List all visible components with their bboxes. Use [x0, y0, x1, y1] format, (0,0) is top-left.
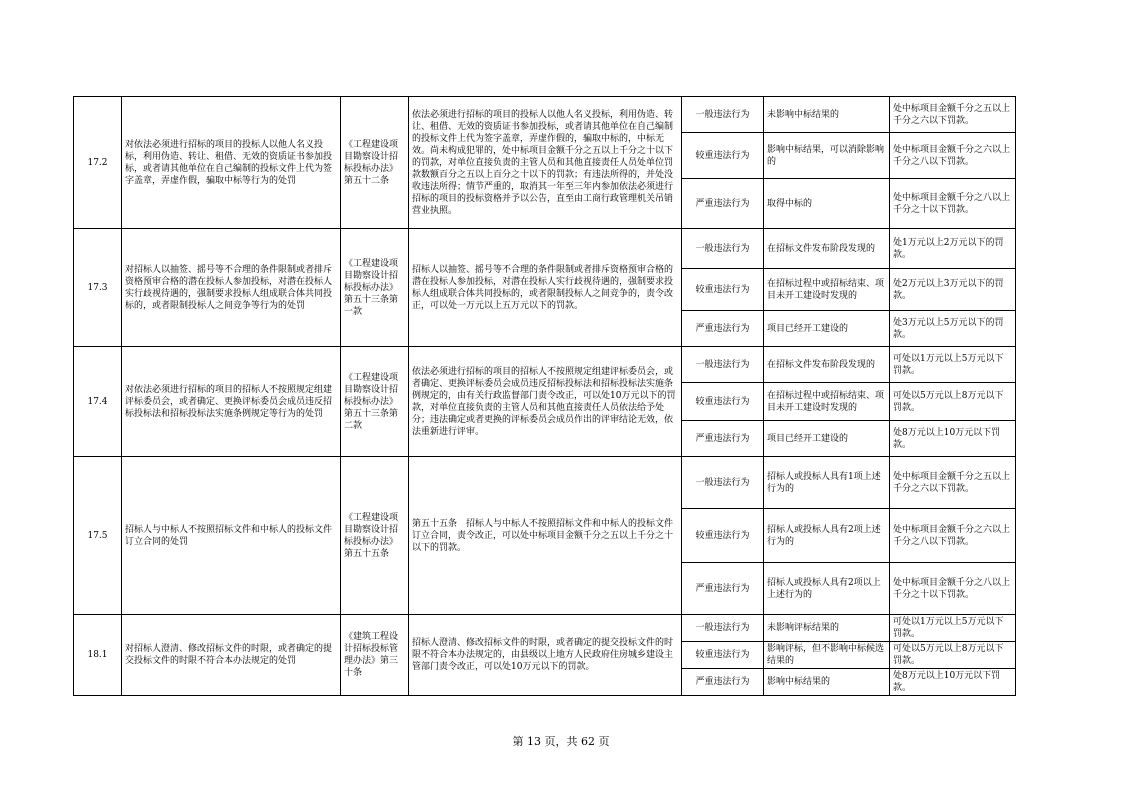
- violation-description: 对招标人澄清、修改招标文件的时限，或者确定的提交投标文件的时限不符合本办法规定的处罚: [122, 615, 341, 696]
- penalty-standard: 处中标项目金额千分之六以上千分之八以下罚款。: [890, 509, 1016, 563]
- penalty-standard: 可处以1万元以上5万元以下罚款。: [890, 615, 1016, 642]
- legal-basis: 《建筑工程设计招标投标管理办法》第三十条: [341, 615, 409, 696]
- penalty-standard: 处2万元以上3万元以下的罚款。: [890, 269, 1016, 311]
- penalty-standard: 可处以1万元以上5万元以下罚款。: [890, 347, 1016, 383]
- violation-level: 较重违法行为: [682, 269, 764, 311]
- table-row: [74, 97, 1016, 133]
- violation-description: 对依法必须进行招标的项目的招标人不按照规定组建评标委员会，或者确定、更换评标委员会成员违反招标投标法和招标投标法实施条例规定等行为的处罚: [122, 347, 341, 457]
- penalty-content: 依法必须进行招标的项目的投标人以他人名义投标，利用伪造、转让、租借、无效的资质证书参加投标，或者请其他单位在自己编制的投标文件上代为签字盖章，弄虚作假的，骗取中标的，中标无效。尚未构成犯罪的，处中标项目金额千分之五以上千分之十以下的罚款，对单位直接负责的主管人员和其他直接责任人员处单位罚款数额百分之五以上百分之十以下的罚款；有违法所得的，并处没收违法所得；情节严重的，取消其一年至三年内参加依法必须进行招标的项目的投标资格并予以公告，直至由工商行政管理机关吊销营业执照。: [409, 97, 682, 229]
- circumstance: 未影响评标结果的: [764, 615, 890, 642]
- penalty-standard: 处1万元以上2万元以下的罚款。: [890, 229, 1016, 269]
- table-row: [74, 615, 1016, 642]
- violation-level: 较重违法行为: [682, 642, 764, 669]
- violation-level: 严重违法行为: [682, 563, 764, 615]
- violation-level: 一般违法行为: [682, 229, 764, 269]
- penalty-standard: 处中标项目金额千分之五以上千分之六以下罚款。: [890, 457, 1016, 509]
- legal-basis: 《工程建设项目勘察设计招标投标办法》第五十二条: [341, 97, 409, 229]
- circumstance: 在招标文件发布阶段发现的: [764, 347, 890, 383]
- circumstance: 项目已经开工建设的: [764, 421, 890, 457]
- circumstance: 招标人或投标人具有2项以上上述行为的: [764, 563, 890, 615]
- penalty-standard: 可处以5万元以上8万元以下罚款。: [890, 642, 1016, 669]
- penalty-standard: 处中标项目金额千分之六以上千分之八以下罚款。: [890, 133, 1016, 179]
- circumstance: 项目已经开工建设的: [764, 311, 890, 347]
- penalty-standard: 处中标项目金额千分之五以上千分之六以下罚款。: [890, 97, 1016, 133]
- item-number: 17.3: [74, 229, 122, 347]
- penalty-content: 招标人澄清、修改招标文件的时限，或者确定的提交投标文件的时限不符合本办法规定的，由县级以上地方人民政府住房城乡建设主管部门责令改正，可以处10万元以下的罚款。: [409, 615, 682, 696]
- penalty-standard: 处3万元以上5万元以下的罚款。: [890, 311, 1016, 347]
- circumstance: 在招标过程中或招标结束、项目未开工建设时发现的: [764, 269, 890, 311]
- circumstance: 招标人或投标人具有2项上述行为的: [764, 509, 890, 563]
- circumstance: 影响评标，但不影响中标候选结果的: [764, 642, 890, 669]
- violation-level: 较重违法行为: [682, 383, 764, 421]
- violation-level: 一般违法行为: [682, 97, 764, 133]
- circumstance: 招标人或投标人具有1项上述行为的: [764, 457, 890, 509]
- circumstance: 取得中标的: [764, 179, 890, 229]
- table-row: [74, 229, 1016, 269]
- penalty-standards-table: [73, 96, 1016, 696]
- violation-description: 招标人与中标人不按照招标文件和中标人的投标文件订立合同的处罚: [122, 457, 341, 615]
- violation-description: 对招标人以抽签、摇号等不合理的条件限制或者排斥资格预审合格的潜在投标人参加投标，对潜在投标人实行歧视待遇的，强制要求投标人组成联合体共同投标的，或者限制投标人之间竞争等行为的处罚: [122, 229, 341, 347]
- circumstance: 未影响中标结果的: [764, 97, 890, 133]
- circumstance: 在招标过程中或招标结束、项目未开工建设时发现的: [764, 383, 890, 421]
- circumstance: 在招标文件发布阶段发现的: [764, 229, 890, 269]
- table-row: [74, 457, 1016, 509]
- penalty-content: 招标人以抽签、摇号等不合理的条件限制或者排斥资格预审合格的潜在投标人参加投标，对潜在投标人实行歧视待遇的，强制要求投标人组成联合体共同投标的，或者限制投标人之间竞争的，责令改正，可以处一万元以上五万元以下的罚款。: [409, 229, 682, 347]
- circumstance: 影响中标结果的: [764, 669, 890, 696]
- violation-level: 严重违法行为: [682, 311, 764, 347]
- penalty-standard: 处8万元以上10万元以下罚款。: [890, 669, 1016, 696]
- legal-basis: 《工程建设项目勘察设计招标投标办法》第五十五条: [341, 457, 409, 615]
- violation-level: 较重违法行为: [682, 509, 764, 563]
- penalty-standard: 处中标项目金额千分之八以上千分之十以下罚款。: [890, 179, 1016, 229]
- page-footer: 第 13 页，共 62 页: [512, 735, 610, 748]
- violation-level: 较重违法行为: [682, 133, 764, 179]
- violation-level: 严重违法行为: [682, 669, 764, 696]
- violation-description: 对依法必须进行招标的项目的投标人以他人名义投标，利用伪造、转让、租借、无效的资质证书参加投标，或者请其他单位在自己编制的投标文件上代为签字盖章，弄虚作假，骗取中标等行为的处罚: [122, 97, 341, 229]
- penalty-content: 依法必须进行招标的项目的招标人不按照规定组建评标委员会，或者确定、更换评标委员会成员违反招标投标法和招标投标法实施条例规定的，由有关行政监督部门责令改正，可以处10万元以下的罚款，对单位直接负责的主管人员和其他直接责任人员依法给予处分；违法确定或者更换的评标委员会成员作出的评审结论无效，依法重新进行评审。: [409, 347, 682, 457]
- penalty-content: 第五十五条 招标人与中标人不按照招标文件和中标人的投标文件订立合同，责令改正，可以处中标项目金额千分之五以上千分之十以下的罚款。: [409, 457, 682, 615]
- legal-basis: 《工程建设项目勘察设计招标投标办法》第五十三条第一款: [341, 229, 409, 347]
- penalty-standard: 处中标项目金额千分之八以上千分之十以下罚款。: [890, 563, 1016, 615]
- item-number: 18.1: [74, 615, 122, 696]
- violation-level: 一般违法行为: [682, 457, 764, 509]
- table-row: [74, 347, 1016, 383]
- violation-level: 严重违法行为: [682, 421, 764, 457]
- circumstance: 影响中标结果，可以消除影响的: [764, 133, 890, 179]
- violation-level: 一般违法行为: [682, 347, 764, 383]
- item-number: 17.2: [74, 97, 122, 229]
- item-number: 17.5: [74, 457, 122, 615]
- item-number: 17.4: [74, 347, 122, 457]
- penalty-standard: 可处以5万元以上8万元以下罚款。: [890, 383, 1016, 421]
- penalty-standard: 处8万元以上10万元以下罚款。: [890, 421, 1016, 457]
- violation-level: 严重违法行为: [682, 179, 764, 229]
- violation-level: 一般违法行为: [682, 615, 764, 642]
- legal-basis: 《工程建设项目勘察设计招标投标办法》第五十三条第二款: [341, 347, 409, 457]
